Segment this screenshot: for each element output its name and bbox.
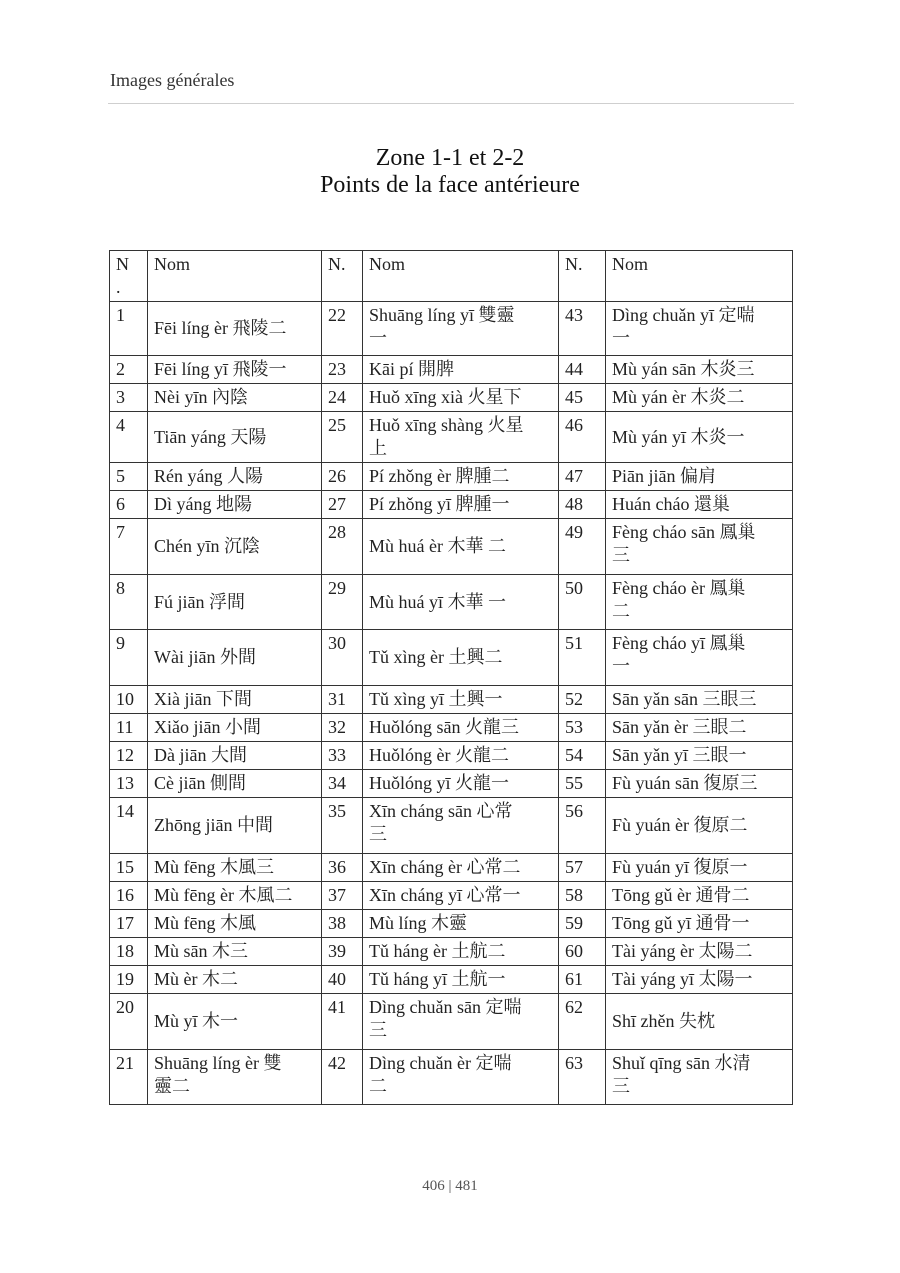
point-number: 50 [559, 575, 606, 630]
point-number: 51 [559, 630, 606, 686]
point-number: 3 [110, 384, 148, 412]
point-number: 17 [110, 910, 148, 938]
point-number: 53 [559, 714, 606, 742]
table-row [110, 770, 793, 798]
point-number: 32 [322, 714, 363, 742]
point-number: 11 [110, 714, 148, 742]
table-row [110, 1050, 793, 1105]
points-table [109, 250, 793, 1105]
point-number: 24 [322, 384, 363, 412]
point-name: Tài yáng èr 太陽二 [606, 938, 793, 966]
page-title [0, 145, 900, 199]
point-name: Pí zhǒng èr 脾腫二 [363, 463, 559, 491]
point-number: 6 [110, 491, 148, 519]
point-number: 20 [110, 994, 148, 1050]
point-number: 10 [110, 686, 148, 714]
point-number: 49 [559, 519, 606, 575]
point-name: Xīn cháng sān 心常 三 [363, 798, 559, 854]
point-number: 19 [110, 966, 148, 994]
point-name: Huǒ xīng xià 火星下 [363, 384, 559, 412]
table-row [110, 519, 793, 575]
header-number: N. [559, 251, 606, 302]
point-name: Tǔ xìng yī 土興一 [363, 686, 559, 714]
point-name: Tǔ xìng èr 土興二 [363, 630, 559, 686]
point-number: 39 [322, 938, 363, 966]
point-name: Shuǐ qīng sān 水清 三 [606, 1050, 793, 1105]
point-name: Xīn cháng èr 心常二 [363, 854, 559, 882]
table-row [110, 491, 793, 519]
point-name: Dà jiān 大間 [148, 742, 322, 770]
point-number: 47 [559, 463, 606, 491]
point-name: Shuāng líng èr 雙 靈二 [148, 1050, 322, 1105]
point-name: Rén yáng 人陽 [148, 463, 322, 491]
point-name: Tài yáng yī 太陽一 [606, 966, 793, 994]
point-number: 23 [322, 356, 363, 384]
header-name: Nom [148, 251, 322, 302]
point-name: Zhōng jiān 中間 [148, 798, 322, 854]
point-name: Tǔ háng èr 土航二 [363, 938, 559, 966]
page-number: 406 | 481 [422, 1178, 478, 1194]
point-name: Xià jiān 下間 [148, 686, 322, 714]
point-name: Huǒlóng èr 火龍二 [363, 742, 559, 770]
point-name: Xiǎo jiān 小間 [148, 714, 322, 742]
point-name: Fù yuán yī 復原一 [606, 854, 793, 882]
header-number: N . [110, 251, 148, 302]
running-head: Images générales [110, 70, 235, 90]
point-number: 27 [322, 491, 363, 519]
table-row [110, 630, 793, 686]
point-name: Mù yī 木一 [148, 994, 322, 1050]
point-name: Fèng cháo èr 鳳巢 二 [606, 575, 793, 630]
point-name: Dìng chuǎn sān 定喘 三 [363, 994, 559, 1050]
point-number: 21 [110, 1050, 148, 1105]
point-number: 18 [110, 938, 148, 966]
point-name: Huán cháo 還巢 [606, 491, 793, 519]
point-number: 8 [110, 575, 148, 630]
point-number: 41 [322, 994, 363, 1050]
table-row [110, 463, 793, 491]
point-number: 38 [322, 910, 363, 938]
point-name: Nèi yīn 內陰 [148, 384, 322, 412]
table-row [110, 742, 793, 770]
point-name: Xīn cháng yī 心常一 [363, 882, 559, 910]
table-row [110, 302, 793, 356]
point-name: Cè jiān 側間 [148, 770, 322, 798]
point-number: 5 [110, 463, 148, 491]
point-number: 46 [559, 412, 606, 463]
point-name: Pí zhǒng yī 脾腫一 [363, 491, 559, 519]
point-number: 15 [110, 854, 148, 882]
point-number: 22 [322, 302, 363, 356]
table-row [110, 910, 793, 938]
point-number: 2 [110, 356, 148, 384]
header-name: Nom [606, 251, 793, 302]
point-name: Tǔ háng yī 土航一 [363, 966, 559, 994]
point-number: 62 [559, 994, 606, 1050]
point-name: Piān jiān 偏肩 [606, 463, 793, 491]
point-number: 55 [559, 770, 606, 798]
point-name: Tiān yáng 天陽 [148, 412, 322, 463]
table-row [110, 714, 793, 742]
point-number: 54 [559, 742, 606, 770]
point-number: 60 [559, 938, 606, 966]
point-number: 48 [559, 491, 606, 519]
point-name: Fèng cháo sān 鳳巢 三 [606, 519, 793, 575]
table-row [110, 412, 793, 463]
point-number: 9 [110, 630, 148, 686]
header-name: Nom [363, 251, 559, 302]
table-row [110, 575, 793, 630]
point-name: Mù fēng 木風三 [148, 854, 322, 882]
point-number: 4 [110, 412, 148, 463]
point-number: 35 [322, 798, 363, 854]
point-name: Mù fēng 木風 [148, 910, 322, 938]
point-name: Tōng gǔ èr 通骨二 [606, 882, 793, 910]
point-name: Fèng cháo yī 鳳巢 一 [606, 630, 793, 686]
point-name: Sān yǎn èr 三眼二 [606, 714, 793, 742]
point-name: Shī zhěn 失枕 [606, 994, 793, 1050]
table-row [110, 994, 793, 1050]
point-name: Wài jiān 外間 [148, 630, 322, 686]
point-number: 61 [559, 966, 606, 994]
point-number: 28 [322, 519, 363, 575]
point-name: Sān yǎn sān 三眼三 [606, 686, 793, 714]
point-number: 40 [322, 966, 363, 994]
table-row [110, 882, 793, 910]
title-line-2: Points de la face antérieure [320, 172, 580, 198]
point-number: 12 [110, 742, 148, 770]
point-number: 34 [322, 770, 363, 798]
point-name: Fù yuán èr 復原二 [606, 798, 793, 854]
point-number: 33 [322, 742, 363, 770]
point-name: Kāi pí 開脾 [363, 356, 559, 384]
table-row [110, 798, 793, 854]
point-number: 45 [559, 384, 606, 412]
point-number: 36 [322, 854, 363, 882]
point-name: Dìng chuǎn yī 定喘 一 [606, 302, 793, 356]
title-line-1: Zone 1-1 et 2-2 [375, 145, 525, 171]
point-number: 57 [559, 854, 606, 882]
point-number: 16 [110, 882, 148, 910]
table-row [110, 854, 793, 882]
point-number: 52 [559, 686, 606, 714]
point-name: Mù huá yī 木華 一 [363, 575, 559, 630]
table-row [110, 356, 793, 384]
point-name: Dì yáng 地陽 [148, 491, 322, 519]
point-number: 63 [559, 1050, 606, 1105]
point-name: Fēi líng yī 飛陵一 [148, 356, 322, 384]
point-name: Dìng chuǎn èr 定喘 二 [363, 1050, 559, 1105]
table-row [110, 966, 793, 994]
point-name: Shuāng líng yī 雙靈 一 [363, 302, 559, 356]
point-number: 44 [559, 356, 606, 384]
point-number: 42 [322, 1050, 363, 1105]
point-name: Fú jiān 浮間 [148, 575, 322, 630]
table-header-row [110, 251, 793, 302]
point-number: 37 [322, 882, 363, 910]
point-number: 14 [110, 798, 148, 854]
point-name: Tōng gǔ yī 通骨一 [606, 910, 793, 938]
point-name: Mù èr 木二 [148, 966, 322, 994]
point-number: 29 [322, 575, 363, 630]
point-name: Chén yīn 沉陰 [148, 519, 322, 575]
point-name: Sān yǎn yī 三眼一 [606, 742, 793, 770]
point-name: Fēi líng èr 飛陵二 [148, 302, 322, 356]
point-name: Huǒlóng yī 火龍一 [363, 770, 559, 798]
point-number: 59 [559, 910, 606, 938]
point-number: 13 [110, 770, 148, 798]
point-number: 31 [322, 686, 363, 714]
point-number: 1 [110, 302, 148, 356]
point-number: 25 [322, 412, 363, 463]
point-name: Mù yán yī 木炎一 [606, 412, 793, 463]
table-row [110, 384, 793, 412]
point-number: 43 [559, 302, 606, 356]
point-name: Huǒlóng sān 火龍三 [363, 714, 559, 742]
point-name: Huǒ xīng shàng 火星 上 [363, 412, 559, 463]
table-row [110, 938, 793, 966]
point-name: Mù huá èr 木華 二 [363, 519, 559, 575]
point-name: Mù yán èr 木炎二 [606, 384, 793, 412]
point-number: 7 [110, 519, 148, 575]
point-name: Mù fēng èr 木風二 [148, 882, 322, 910]
header-rule [108, 103, 794, 104]
point-number: 56 [559, 798, 606, 854]
header-number: N. [322, 251, 363, 302]
point-number: 58 [559, 882, 606, 910]
point-name: Mù líng 木靈 [363, 910, 559, 938]
point-name: Mù sān 木三 [148, 938, 322, 966]
point-number: 30 [322, 630, 363, 686]
point-number: 26 [322, 463, 363, 491]
point-name: Mù yán sān 木炎三 [606, 356, 793, 384]
point-name: Fù yuán sān 復原三 [606, 770, 793, 798]
table-row [110, 686, 793, 714]
